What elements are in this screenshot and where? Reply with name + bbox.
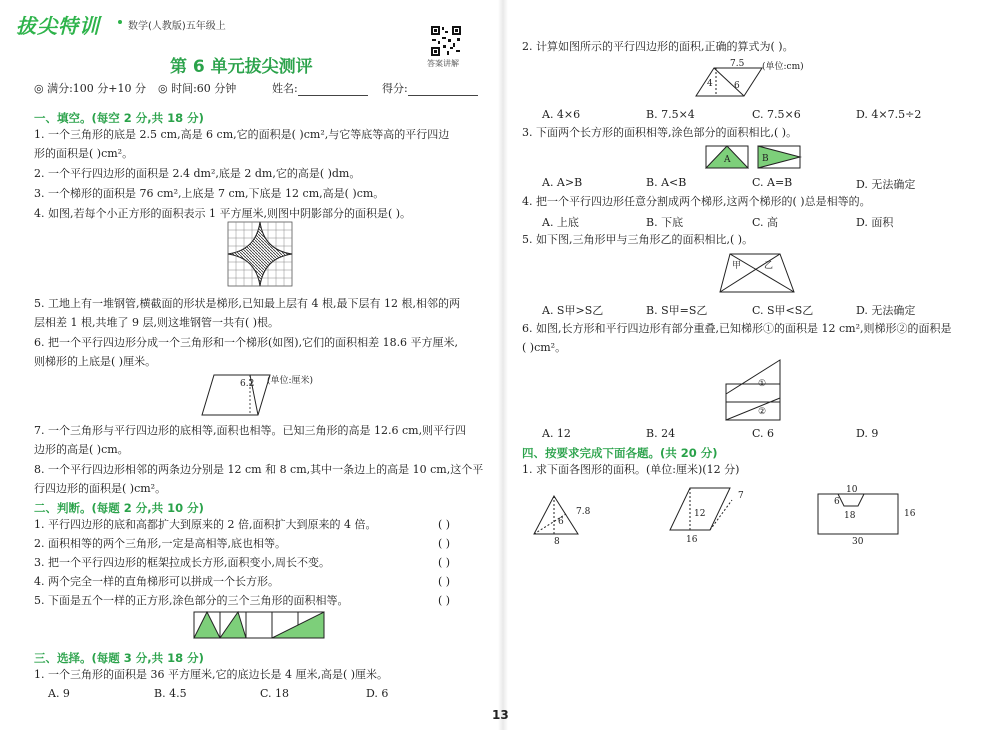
q2-side-label: 6 (734, 81, 740, 91)
option-b[interactable]: B. 24 (646, 427, 676, 440)
section-title: 三、选择。(每题 3 分,共 18 分) (34, 651, 204, 665)
question-line: ( )cm²。 (522, 341, 567, 354)
judge-item: 4. 两个完全一样的直角梯形可以拼成一个长方形。 (34, 575, 279, 588)
answer-paren[interactable]: ( ) (438, 518, 451, 531)
option-c[interactable]: C. A=B (752, 176, 793, 189)
fig3-depth: 6 (834, 497, 840, 507)
score-blank[interactable] (408, 84, 478, 96)
answer-paren[interactable]: ( ) (438, 575, 451, 588)
option-d[interactable]: D. 4×7.5÷2 (856, 108, 922, 121)
score-field[interactable] (382, 80, 478, 96)
section-title: 二、判断。(每题 2 分,共 10 分) (34, 501, 204, 515)
label-jia: 甲 (732, 261, 742, 271)
question-line: 边形的高是( )cm。 (34, 443, 129, 456)
parallelogram-figure (202, 373, 272, 417)
name-field[interactable] (272, 80, 368, 96)
judge-item: 2. 面积相等的两个三角形,一定是高相等,底也相等。 (34, 537, 286, 550)
answer-paren[interactable]: ( ) (438, 556, 451, 569)
question-line: 1. 求下面各图形的面积。(单位:厘米)(12 分) (522, 463, 740, 476)
option-b[interactable]: B. 下底 (646, 216, 684, 229)
option-a[interactable]: A. 4×6 (542, 108, 581, 121)
fig2-base: 16 (686, 535, 698, 545)
judge-item: 1. 平行四边形的底和高都扩大到原来的 2 倍,面积扩大到原来的 4 倍。 (34, 518, 377, 531)
option-d[interactable]: D. 无法确定 (856, 178, 916, 191)
label-yi: 乙 (764, 261, 774, 271)
question-line: 2. 计算如图所示的平行四边形的面积,正确的算式为( )。 (522, 40, 794, 53)
time-limit: ◎ 时间:60 分钟 (158, 82, 237, 95)
name-label: 姓名: (272, 82, 298, 95)
grid-star-figure (228, 222, 292, 286)
page-title: 第 6 单元拔尖测评 (170, 57, 313, 77)
option-b[interactable]: B. S甲=S乙 (646, 304, 708, 317)
area-parallelogram-figure (670, 486, 760, 546)
answer-paren[interactable]: ( ) (438, 594, 451, 607)
brand-logo: 拔尖特训 (16, 14, 100, 38)
name-blank[interactable] (298, 84, 368, 96)
label-a: A (724, 155, 731, 165)
question-line: 6. 如图,长方形和平行四边形有部分重叠,已知梯形①的面积是 12 cm²,则梯形②的面积是 (522, 322, 952, 335)
label-b: B (762, 154, 769, 164)
fig1-side: 7.8 (576, 507, 591, 517)
option-c[interactable]: C. 18 (260, 687, 290, 700)
subject-label: 数学(人教版)五年级上 (128, 21, 226, 32)
question-line: 2. 一个平行四边形的面积是 2.4 dm²,底是 2 dm,它的高是( )dm。 (34, 167, 361, 180)
question-line: 1. 一个三角形的面积是 36 平方厘米,它的底边长是 4 厘米,高是( )厘米。 (34, 668, 389, 681)
unit-label: (单位:厘米) (267, 376, 314, 386)
question-line: 8. 一个平行四边形相邻的两条边分别是 12 cm 和 8 cm,其中一条边上的高是 10 cm,这个平 (34, 463, 484, 476)
fig2-height-b: 7 (738, 491, 744, 501)
question-line: 7. 一个三角形与平行四边形的底相等,面积也相等。已知三角形的高是 12.6 cm,则平行四 (34, 424, 467, 437)
question-line: 层相差 1 根,共堆了 9 层,则这堆钢管一共有( )根。 (34, 316, 280, 329)
option-c[interactable]: C. 高 (752, 216, 779, 229)
question-line: 行四边形的面积是( )cm²。 (34, 482, 167, 495)
fig3-top: 10 (846, 485, 858, 495)
fig2-height-a: 12 (694, 509, 706, 519)
five-squares-figure (194, 612, 324, 640)
fig1-base: 8 (554, 537, 560, 547)
option-b[interactable]: B. 4.5 (154, 687, 187, 700)
option-b[interactable]: B. A<B (646, 176, 687, 189)
q6-overlap-figure (722, 358, 786, 422)
fig1-height: 6 (558, 517, 564, 527)
option-a[interactable]: A. A>B (542, 176, 583, 189)
option-a[interactable]: A. S甲>S乙 (542, 304, 604, 317)
fig3-height: 16 (904, 509, 916, 519)
label-one: ① (758, 379, 767, 389)
q2-top-label: 7.5 (730, 59, 745, 69)
page-number: 13 (492, 708, 509, 722)
option-b[interactable]: B. 7.5×4 (646, 108, 695, 121)
judge-item: 5. 下面是五个一样的正方形,涂色部分的三个三角形的面积相等。 (34, 594, 349, 607)
question-line: 4. 把一个平行四边形任意分割成两个梯形,这两个梯形的( )总是相等的。 (522, 195, 871, 208)
option-d[interactable]: D. 无法确定 (856, 304, 916, 317)
answer-paren[interactable]: ( ) (438, 537, 451, 550)
score-label: 得分: (382, 82, 408, 95)
option-c[interactable]: C. 7.5×6 (752, 108, 801, 121)
question-line: 1. 一个三角形的底是 2.5 cm,高是 6 cm,它的面积是( )cm²,与它等底等高的平行四边 (34, 128, 450, 141)
question-line: 4. 如图,若每个小正方形的面积表示 1 平方厘米,则图中阴影部分的面积是( )。 (34, 207, 412, 220)
option-d[interactable]: D. 面积 (856, 216, 894, 229)
fig3-bottom: 18 (844, 511, 856, 521)
q2-parallelogram-figure (694, 58, 764, 98)
unit-label: (单位:cm) (762, 62, 804, 72)
q5-trapezoid-figure (720, 252, 796, 294)
option-a[interactable]: A. 9 (48, 687, 70, 700)
option-c[interactable]: C. S甲<S乙 (752, 304, 814, 317)
option-a[interactable]: A. 上底 (542, 216, 579, 229)
qr-code-icon[interactable] (430, 25, 462, 57)
area-composite-figure (816, 484, 916, 546)
question-line: 形的面积是( )cm²。 (34, 147, 134, 160)
question-line: 5. 如下图,三角形甲与三角形乙的面积相比,( )。 (522, 233, 754, 246)
option-d[interactable]: D. 6 (366, 687, 389, 700)
right-page (506, 0, 1000, 730)
qr-label: 答案讲解 (427, 59, 459, 68)
question-line: 3. 下面两个长方形的面积相等,涂色部分的面积相比,( )。 (522, 126, 798, 139)
option-a[interactable]: A. 12 (542, 427, 571, 440)
bullet-dot (118, 20, 122, 24)
figure-label: 6.2 (240, 379, 255, 389)
fig3-width: 30 (852, 537, 864, 547)
section-title: 一、填空。(每空 2 分,共 18 分) (34, 111, 204, 125)
section-title: 四、按要求完成下面各题。(共 20 分) (522, 446, 718, 460)
full-score: ◎ 满分:100 分+10 分 (34, 82, 147, 95)
label-two: ② (758, 407, 767, 417)
q2-height-label: 4 (707, 79, 713, 89)
area-triangle-figure (532, 494, 602, 546)
question-line: 3. 一个梯形的面积是 76 cm²,上底是 7 cm,下底是 12 cm,高是( )cm。 (34, 187, 385, 200)
option-c[interactable]: C. 6 (752, 427, 775, 440)
q3-rectangles-figure (706, 146, 806, 168)
question-line: 5. 工地上有一堆钢管,横截面的形状是梯形,已知最上层有 4 根,最下层有 12 根,相邻的两 (34, 297, 460, 310)
question-line: 则梯形的上底是( )厘米。 (34, 355, 157, 368)
judge-item: 3. 把一个平行四边形的框架拉成长方形,面积变小,周长不变。 (34, 556, 330, 569)
question-line: 6. 把一个平行四边形分成一个三角形和一个梯形(如图),它们的面积相差 18.6 平方厘米, (34, 336, 459, 349)
option-d[interactable]: D. 9 (856, 427, 879, 440)
